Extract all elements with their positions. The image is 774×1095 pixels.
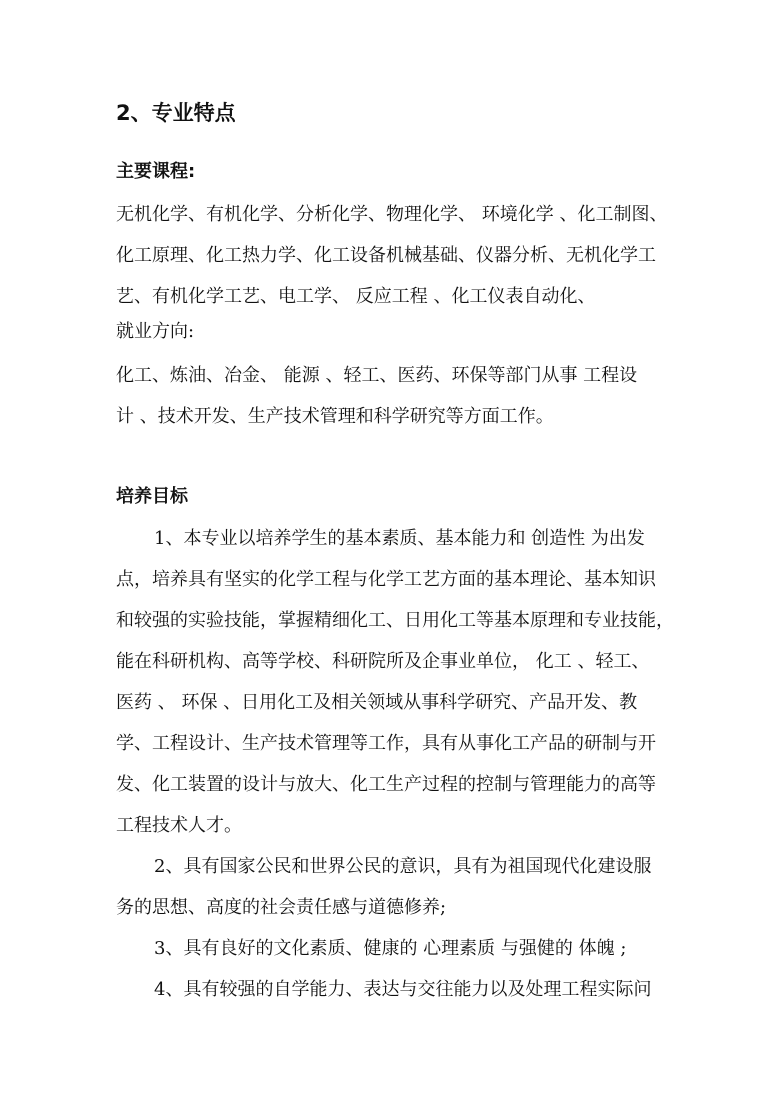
courses-line: 无机化学、有机化学、分析化学、物理化学、 环境化学 、化工制图、 xyxy=(116,204,668,225)
courses-line: 艺、有机化学工艺、电工学、 反应工程 、化工仪表自动化、 xyxy=(116,286,596,307)
goal-1-line: 医药 、 环保 、日用化工及相关领域从事科学研究、产品开发、教 xyxy=(116,692,638,713)
employment-label: 就业方向: xyxy=(116,321,195,342)
goal-2-line: 务的思想、高度的社会责任感与道德修养; xyxy=(116,897,447,918)
goal-1-line: 和较强的实验技能，掌握精细化工、日用化工等基本原理和专业技能， xyxy=(116,610,674,631)
goal-2-line: 2、具有国家公民和世界公民的意识，具有为祖国现代化建设服 xyxy=(154,856,652,877)
section-heading: 2、专业特点 xyxy=(116,101,236,125)
employment-line: 化工、炼油、冶金、 能源 、轻工、医药、环保等部门从事 工程设 xyxy=(116,365,638,386)
employment-line: 计 、技术开发、生产技术管理和科学研究等方面工作。 xyxy=(116,406,554,427)
goal-1-line: 能在科研机构、高等学校、科研院所及企事业单位， 化工 、轻工、 xyxy=(116,651,650,672)
goal-4-line: 4、具有较强的自学能力、表达与交往能力以及处理工程实际问 xyxy=(154,979,652,1000)
goal-1-line: 1、本专业以培养学生的基本素质、基本能力和 创造性 为出发 xyxy=(154,528,645,549)
goal-1-line: 学、工程设计、生产技术管理等工作，具有从事化工产品的研制与开 xyxy=(116,733,656,754)
goal-1-line: 点，培养具有坚实的化学工程与化学工艺方面的基本理论、基本知识 xyxy=(116,569,656,590)
courses-line: 化工原理、化工热力学、化工设备机械基础、仪器分析、无机化学工 xyxy=(116,245,656,266)
goal-1-line: 工程技术人才。 xyxy=(116,815,242,836)
goal-3-line: 3、具有良好的文化素质、健康的 心理素质 与强健的 体魄 ; xyxy=(154,938,627,959)
courses-label: 主要课程: xyxy=(116,161,196,182)
goals-heading: 培养目标 xyxy=(116,486,188,507)
goal-1-line: 发、化工装置的设计与放大、化工生产过程的控制与管理能力的高等 xyxy=(116,774,656,795)
